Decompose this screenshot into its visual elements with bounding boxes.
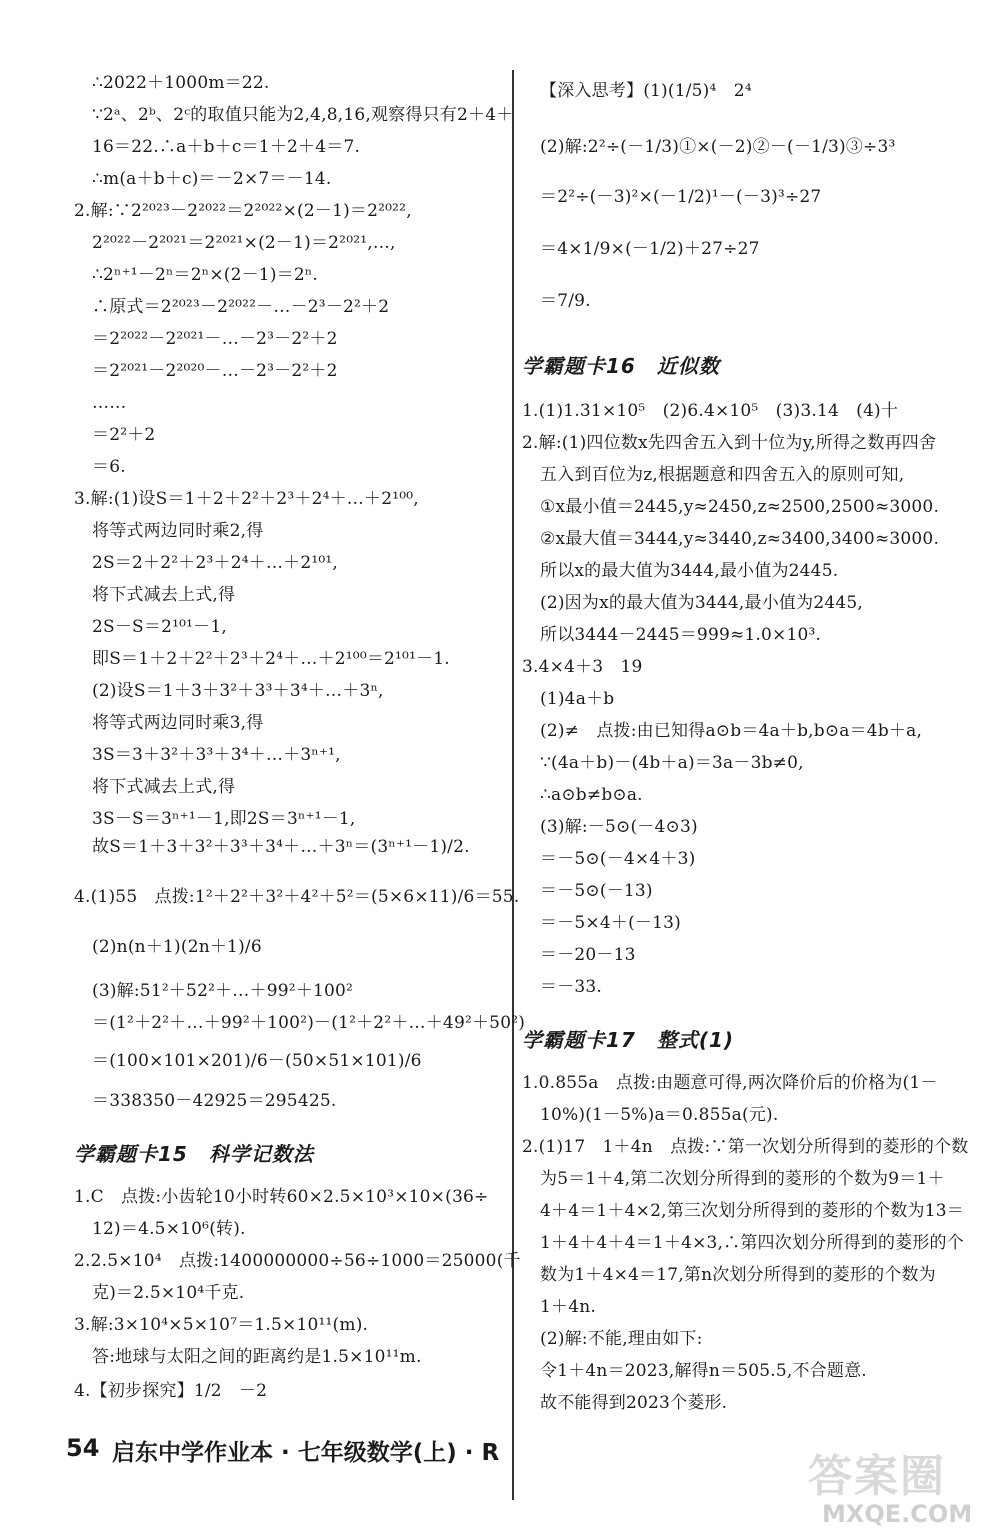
text-line: 3.4×4＋3 19 xyxy=(522,657,643,677)
text-line: 12)＝4.5×10⁶(转). xyxy=(92,1219,246,1239)
text-line: ∴2022＋1000m＝22. xyxy=(92,73,270,93)
text-line: ＝－5×4＋(－13) xyxy=(540,913,681,933)
text-line: 2.2.5×10⁴ 点拨:1400000000÷56÷1000＝25000(千 xyxy=(74,1251,521,1271)
text-line: 将等式两边同时乘3,得 xyxy=(92,713,264,733)
text-line: (3)解:－5⊙(－4⊙3) xyxy=(540,817,698,837)
page-number: 54 xyxy=(66,1434,100,1462)
text-line: 数为1＋4×4＝17,第n次划分所得到的菱形的个数为 xyxy=(540,1265,936,1285)
text-line: ∴原式＝2²⁰²³－2²⁰²²－…－2³－2²＋2 xyxy=(92,297,390,317)
book-title: 启东中学作业本 · 七年级数学(上) · R xyxy=(112,1440,500,1466)
text-line: 2²⁰²²－2²⁰²¹＝2²⁰²¹×(2－1)＝2²⁰²¹,…, xyxy=(92,233,396,253)
text-line: 五入到百位为z,根据题意和四舍五入的原则可知, xyxy=(540,465,905,485)
text-line: ＝2²÷(－3)²×(－1/2)¹－(－3)³÷27 xyxy=(540,187,822,207)
text-line: 3S－S＝3ⁿ⁺¹－1,即2S＝3ⁿ⁺¹－1, xyxy=(92,809,356,829)
text-line: 1＋4n. xyxy=(540,1297,596,1317)
text-line: ＝(100×101×201)/6－(50×51×101)/6 xyxy=(92,1051,422,1071)
text-line: ∵2ᵃ、2ᵇ、2ᶜ的取值只能为2,4,8,16,观察得只有2＋4＋ xyxy=(92,105,514,125)
text-line: ∴a⊙b≠b⊙a. xyxy=(540,785,643,805)
text-line: (2)解:不能,理由如下: xyxy=(540,1329,703,1349)
text-line: 2.(1)17 1＋4n 点拨:∵第一次划分所得到的菱形的个数 xyxy=(522,1137,969,1157)
text-line: 将下式减去上式,得 xyxy=(92,777,236,797)
text-line: 2S－S＝2¹⁰¹－1, xyxy=(92,617,227,637)
text-line: ＝2²＋2 xyxy=(92,425,156,445)
text-line: ＝6. xyxy=(92,457,126,477)
text-line: ＝－20－13 xyxy=(540,945,636,965)
text-line: 将下式减去上式,得 xyxy=(92,585,236,605)
text-line: 所以3444－2445＝999≈1.0×10³. xyxy=(540,625,822,645)
text-line: (2)解:2²÷(－1/3)①×(－2)②－(－1/3)③÷3³ xyxy=(540,137,896,157)
section-title-17: 学霸题卡17 整式(1) xyxy=(522,1028,735,1052)
text-line: 将等式两边同时乘2,得 xyxy=(92,521,264,541)
text-line: 答:地球与太阳之间的距离约是1.5×10¹¹m. xyxy=(92,1347,422,1367)
text-line: ∴m(a＋b＋c)＝－2×7＝－14. xyxy=(92,169,332,189)
text-line: 16＝22.∴a＋b＋c＝1＋2＋4＝7. xyxy=(92,137,361,157)
text-line: 3.解:3×10⁴×5×10⁷＝1.5×10¹¹(m). xyxy=(74,1315,369,1335)
text-line: ＝－33. xyxy=(540,977,603,997)
watermark-logo: 答案圈 xyxy=(808,1451,946,1502)
text-line: 为5＝1＋4,第二次划分所得到的菱形的个数为9＝1＋ xyxy=(540,1169,945,1189)
text-line: 4.【初步探究】1/2 －2 xyxy=(74,1381,268,1401)
text-line: 4＋4＝1＋4×2,第三次划分所得到的菱形的个数为13＝ xyxy=(540,1201,964,1221)
text-line: (3)解:51²＋52²＋…＋99²＋100² xyxy=(92,981,354,1001)
section-title-15: 学霸题卡15 科学记数法 xyxy=(74,1142,314,1166)
text-line: ＝－5⊙(－4×4＋3) xyxy=(540,849,696,869)
watermark-url: MXQE.COM xyxy=(822,1500,973,1528)
text-line: (2)设S＝1＋3＋3²＋3³＋3⁴＋…＋3ⁿ, xyxy=(92,681,384,701)
text-line: 故不能得到2023个菱形. xyxy=(540,1393,728,1413)
text-line: (2)因为x的最大值为3444,最小值为2445, xyxy=(540,593,864,613)
text-line: ＝2²⁰²¹－2²⁰²⁰－…－2³－2²＋2 xyxy=(92,361,338,381)
text-line: 所以x的最大值为3444,最小值为2445. xyxy=(540,561,839,581)
text-line: (2)≠ 点拨:由已知得a⊙b＝4a＋b,b⊙a＝4b＋a, xyxy=(540,721,923,741)
text-line: 1.C 点拨:小齿轮10小时转60×2.5×10³×10×(36÷ xyxy=(74,1187,489,1207)
text-line: ＝－5⊙(－13) xyxy=(540,881,653,901)
text-line: ∴2ⁿ⁺¹－2ⁿ＝2ⁿ×(2－1)＝2ⁿ. xyxy=(92,265,319,285)
text-line: 2.解:(1)四位数x先四舍五入到十位为y,所得之数再四舍 xyxy=(522,433,937,453)
text-line: ＝338350－42925＝295425. xyxy=(92,1091,337,1111)
text-line: 3.解:(1)设S＝1＋2＋2²＋2³＋2⁴＋…＋2¹⁰⁰, xyxy=(74,489,419,509)
text-line: …… xyxy=(92,393,127,413)
text-line: 1.(1)1.31×10⁵ (2)6.4×10⁵ (3)3.14 (4)十 xyxy=(522,401,899,421)
text-line: 克)＝2.5×10⁴千克. xyxy=(92,1283,245,1303)
text-line: ＝2²⁰²²－2²⁰²¹－…－2³－2²＋2 xyxy=(92,329,338,349)
text-line: 1.0.855a 点拨:由题意可得,两次降价后的价格为(1－ xyxy=(522,1073,938,1093)
text-line: 3S＝3＋3²＋3³＋3⁴＋…＋3ⁿ⁺¹, xyxy=(92,745,341,765)
text-line: 故S＝1＋3＋3²＋3³＋3⁴＋…＋3ⁿ＝(3ⁿ⁺¹－1)/2. xyxy=(92,837,470,857)
text-line: ＝(1²＋2²＋…＋99²＋100²)－(1²＋2²＋…＋49²＋50²) xyxy=(92,1013,526,1033)
text-line: 4.(1)55 点拨:1²＋2²＋3²＋4²＋5²＝(5×6×11)/6＝55. xyxy=(74,887,520,907)
text-line: ＝4×1/9×(－1/2)＋27÷27 xyxy=(540,239,760,259)
text-line: 即S＝1＋2＋2²＋2³＋2⁴＋…＋2¹⁰⁰＝2¹⁰¹－1. xyxy=(92,649,450,669)
text-line: ＝7/9. xyxy=(540,291,591,311)
text-line: 2.解:∵2²⁰²³－2²⁰²²＝2²⁰²²×(2－1)＝2²⁰²², xyxy=(74,201,412,221)
section-title-16: 学霸题卡16 近似数 xyxy=(522,354,720,378)
text-line: (2)n(n＋1)(2n＋1)/6 xyxy=(92,937,262,957)
column-divider xyxy=(512,70,514,1500)
text-line: 2S＝2＋2²＋2³＋2⁴＋…＋2¹⁰¹, xyxy=(92,553,339,573)
text-line: 令1＋4n＝2023,解得n＝505.5,不合题意. xyxy=(540,1361,867,1381)
text-line: ∵(4a＋b)－(4b＋a)＝3a－3b≠0, xyxy=(540,753,804,773)
text-line: (1)4a＋b xyxy=(540,689,615,709)
text-line: ②x最大值＝3444,y≈3440,z≈3400,3400≈3000. xyxy=(540,529,940,549)
text-line: 10%)(1－5%)a＝0.855a(元). xyxy=(540,1105,779,1125)
text-line: 1＋4＋4＋4＝1＋4×3,∴第四次划分所得到的菱形的个 xyxy=(540,1233,964,1253)
text-line: ①x最小值＝2445,y≈2450,z≈2500,2500≈3000. xyxy=(540,497,940,517)
text-line: 【深入思考】(1)(1/5)⁴ 2⁴ xyxy=(540,81,752,101)
